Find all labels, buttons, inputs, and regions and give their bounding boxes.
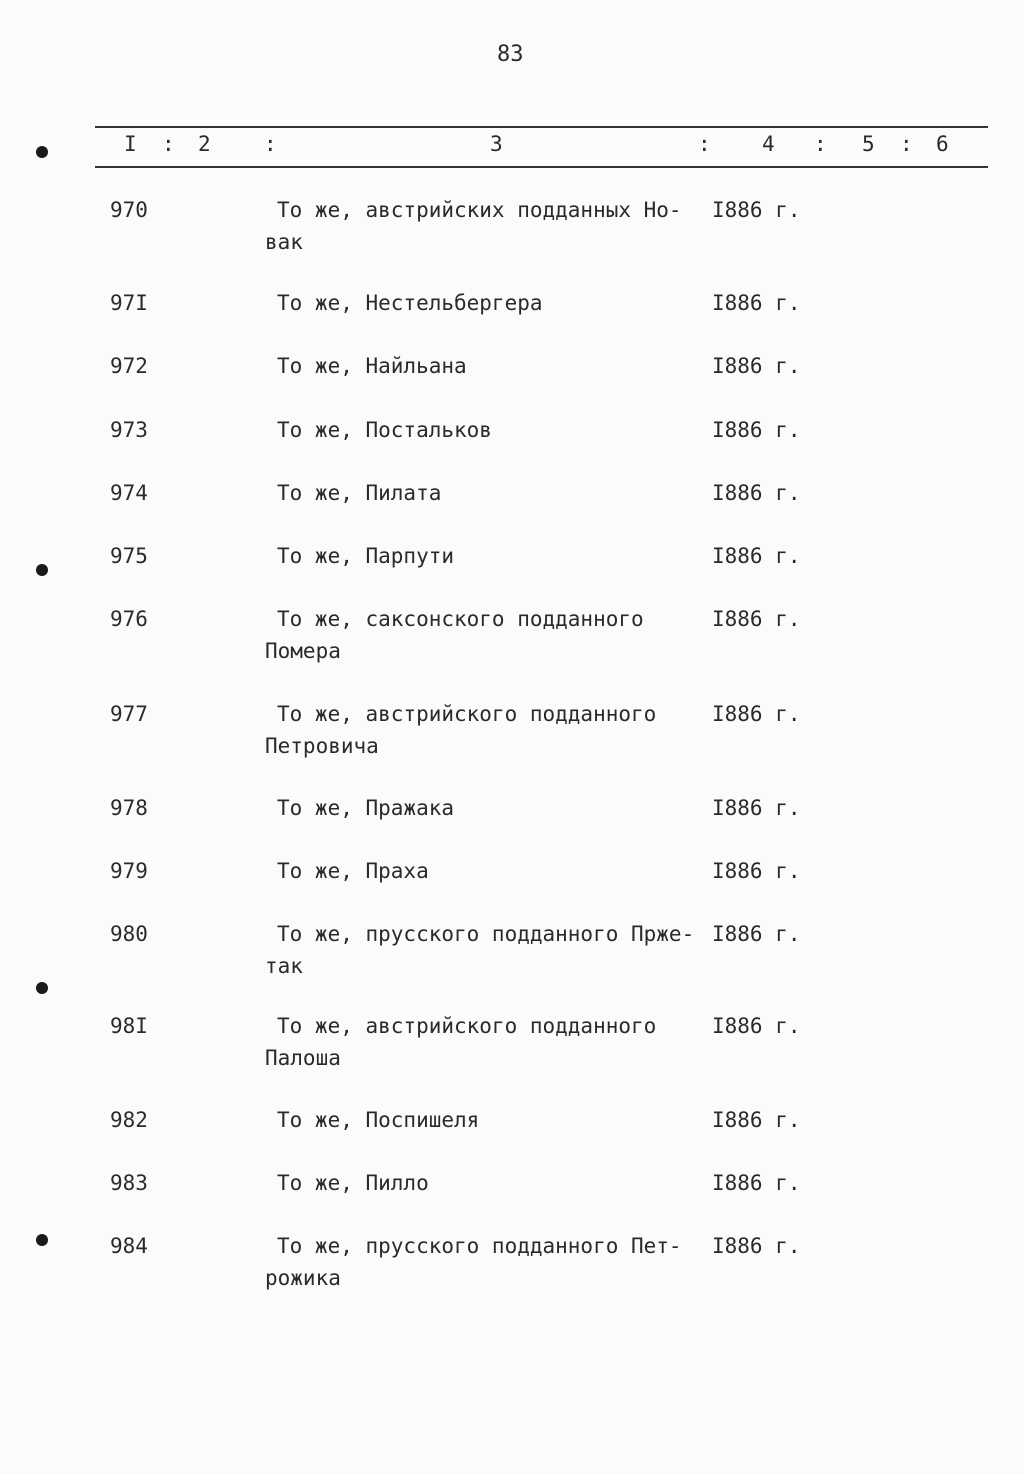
item-description — [265, 194, 705, 258]
item-year: I886 г. — [712, 1234, 801, 1258]
item-year: I886 г. — [712, 291, 801, 315]
item-number: 974 — [110, 481, 148, 505]
item-description — [265, 1230, 705, 1294]
punch-hole-mark — [36, 564, 48, 576]
item-description — [265, 1167, 705, 1199]
item-description — [265, 698, 705, 762]
table-header-bottom-rule — [95, 166, 988, 168]
item-year: I886 г. — [712, 1171, 801, 1195]
item-number: 975 — [110, 544, 148, 568]
header-col-5: 5 — [862, 132, 875, 156]
table-header-top-rule — [95, 126, 988, 128]
description-line-2: рожика — [265, 1266, 341, 1290]
item-year: I886 г. — [712, 1014, 801, 1038]
item-description — [265, 350, 705, 382]
item-year: I886 г. — [712, 1108, 801, 1132]
item-description — [265, 603, 705, 667]
item-number: 982 — [110, 1108, 148, 1132]
item-number: 970 — [110, 198, 148, 222]
item-description — [265, 1104, 705, 1136]
item-year: I886 г. — [712, 544, 801, 568]
item-number: 98I — [110, 1014, 148, 1038]
description-line-2: так — [265, 954, 303, 978]
description-line-1: То же, саксонского подданного — [277, 607, 644, 631]
description-line-2: вак — [265, 230, 303, 254]
header-col-6: 6 — [936, 132, 949, 156]
item-year: I886 г. — [712, 702, 801, 726]
item-description — [265, 414, 705, 446]
item-number: 97I — [110, 291, 148, 315]
item-number: 977 — [110, 702, 148, 726]
item-description — [265, 287, 705, 319]
description-line-2: Петровича — [265, 734, 379, 758]
item-year: I886 г. — [712, 418, 801, 442]
item-number: 983 — [110, 1171, 148, 1195]
description-line-1: То же, прусского подданного Пет- — [277, 1234, 682, 1258]
item-number: 976 — [110, 607, 148, 631]
header-col-4: 4 — [762, 132, 775, 156]
description-line-1: То же, австрийских подданных Но- — [277, 198, 682, 222]
item-year: I886 г. — [712, 481, 801, 505]
item-year: I886 г. — [712, 859, 801, 883]
item-description — [265, 792, 705, 824]
item-number: 973 — [110, 418, 148, 442]
description-line-1: То же, Найльана — [277, 354, 467, 378]
page-number: 83 — [497, 42, 524, 67]
description-line-1: То же, Нестельбергера — [277, 291, 543, 315]
description-line-1: То же, Пражака — [277, 796, 455, 820]
header-col-1: I — [124, 132, 137, 156]
item-number: 979 — [110, 859, 148, 883]
description-line-1: То же, прусского подданного Прже- — [277, 922, 695, 946]
item-number: 980 — [110, 922, 148, 946]
item-year: I886 г. — [712, 796, 801, 820]
item-year: I886 г. — [712, 198, 801, 222]
description-line-1: То же, Праха — [277, 859, 429, 883]
item-description — [265, 477, 705, 509]
item-year: I886 г. — [712, 607, 801, 631]
item-number: 972 — [110, 354, 148, 378]
header-separator: : — [264, 132, 277, 156]
description-line-1: То же, Парпути — [277, 544, 455, 568]
description-line-1: То же, Пилло — [277, 1171, 429, 1195]
header-separator: : — [162, 132, 175, 156]
header-separator: : — [698, 132, 711, 156]
punch-hole-mark — [36, 982, 48, 994]
description-line-1: То же, Постальков — [277, 418, 492, 442]
description-line-1: То же, австрийского подданного — [277, 1014, 657, 1038]
description-line-1: То же, Поспишеля — [277, 1108, 480, 1132]
item-description — [265, 918, 705, 982]
item-year: I886 г. — [712, 922, 801, 946]
item-description — [265, 1010, 705, 1074]
description-line-1: То же, Пилата — [277, 481, 442, 505]
punch-hole-mark — [36, 1234, 48, 1246]
header-col-2: 2 — [198, 132, 211, 156]
item-description — [265, 855, 705, 887]
item-number: 984 — [110, 1234, 148, 1258]
description-line-2: Помера — [265, 639, 341, 663]
description-line-2: Палоша — [265, 1046, 341, 1070]
header-separator: : — [814, 132, 827, 156]
item-number: 978 — [110, 796, 148, 820]
punch-hole-mark — [36, 146, 48, 158]
header-separator: : — [900, 132, 913, 156]
header-col-3: 3 — [490, 132, 503, 156]
item-year: I886 г. — [712, 354, 801, 378]
item-description — [265, 540, 705, 572]
description-line-1: То же, австрийского подданного — [277, 702, 657, 726]
